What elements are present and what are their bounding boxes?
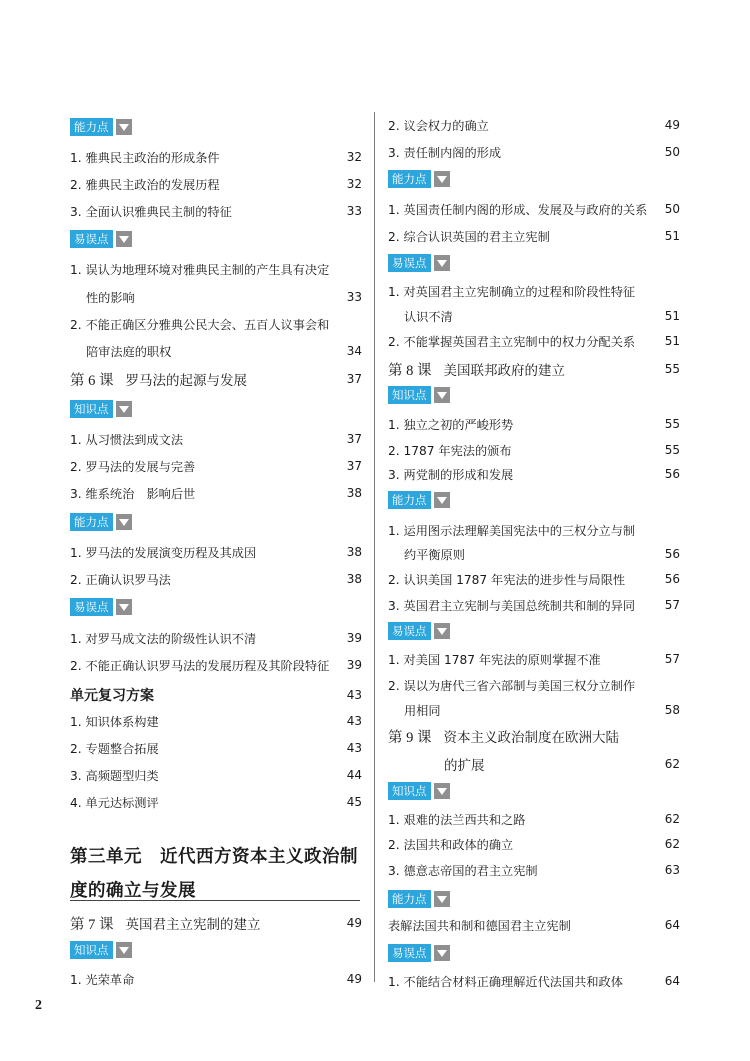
lesson-heading: [70, 910, 362, 936]
toc-entry: [388, 225, 680, 247]
page-ref: 55: [664, 362, 680, 376]
section-badge: [388, 170, 680, 188]
lesson-title: 罗马法的起源与发展: [125, 372, 247, 389]
entry-label: 1. 从习惯法到成文法: [70, 432, 184, 447]
page-ref: 45: [346, 795, 362, 809]
toc-entry: [388, 859, 680, 881]
toc-entry: [388, 543, 680, 565]
section-badge: [70, 230, 362, 248]
section-badge: [70, 118, 362, 136]
toc-entry: [70, 710, 362, 732]
chevron-down-icon: [116, 231, 132, 247]
entry-label: 3. 全面认识雅典民主制的特征: [70, 204, 232, 219]
lesson-title: 资本主义政治制度在欧洲大陆: [443, 729, 619, 746]
page-ref: 38: [346, 545, 362, 559]
entry-label: 3. 高频题型归类: [70, 768, 159, 783]
page-ref: 64: [664, 974, 680, 988]
section-badge: [70, 513, 362, 531]
page-ref: 51: [664, 334, 680, 348]
section-badge: [70, 598, 362, 616]
toc-entry: [388, 970, 680, 992]
lesson-title: 美国联邦政府的建立: [443, 362, 565, 379]
toc-entry: [70, 968, 362, 990]
page-ref: 50: [664, 145, 680, 159]
page-ref: 39: [346, 631, 362, 645]
page-ref: 62: [664, 837, 680, 851]
toc-entry: [70, 428, 362, 450]
unit-heading: [70, 840, 362, 870]
toc-entry: [388, 114, 680, 136]
entry-label: 约平衡原则: [404, 547, 465, 562]
chevron-down-icon: [434, 255, 450, 271]
entry-label: 表解法国共和制和德国君主立宪制: [388, 918, 571, 933]
page-ref: 57: [664, 598, 680, 612]
toc-entry: [388, 413, 680, 435]
page-ref: 39: [346, 658, 362, 672]
toc-entry: [70, 791, 362, 813]
page-ref: 32: [346, 150, 362, 164]
toc-entry: [388, 568, 680, 590]
lesson-title: 的扩展: [444, 758, 485, 774]
page-ref: 62: [664, 812, 680, 826]
lesson-heading: [388, 356, 680, 382]
page-ref: 43: [346, 741, 362, 755]
page-ref: 37: [346, 432, 362, 446]
chevron-down-icon: [434, 623, 450, 639]
lesson-heading: [388, 723, 680, 749]
page-ref: 34: [346, 344, 362, 358]
toc-entry: [388, 280, 680, 302]
toc-entry: [70, 286, 362, 308]
page-ref: 32: [346, 177, 362, 191]
entry-label: 2. 不能正确区分雅典公民大会、五百人议事会和: [70, 317, 330, 332]
entry-label: 3. 维系统治 影响后世: [70, 486, 196, 501]
badge-label: 能力点: [388, 491, 431, 509]
entry-label: 1. 运用图示法理解美国宪法中的三权分立与制: [388, 523, 636, 538]
badge-label: 知识点: [388, 386, 431, 404]
entry-label: 认识不清: [404, 309, 453, 324]
toc-entry: [388, 808, 680, 830]
entry-label: 4. 单元达标测评: [70, 795, 159, 810]
page-ref: 64: [664, 918, 680, 932]
toc-entry: [388, 833, 680, 855]
chevron-down-icon: [434, 171, 450, 187]
page-ref: 44: [346, 768, 362, 782]
page-ref: 55: [664, 417, 680, 431]
toc-entry: [388, 439, 680, 461]
toc-entry: [388, 674, 680, 696]
badge-label: 知识点: [388, 782, 431, 800]
lesson-number: 第 9 课: [388, 729, 432, 746]
page-ref: 57: [664, 652, 680, 666]
toc-entry: [70, 313, 362, 335]
entry-label: 2. 法国共和政体的确立: [388, 837, 514, 852]
toc-entry: [70, 258, 362, 280]
entry-label: 1. 独立之初的严峻形势: [388, 417, 514, 432]
badge-label: 易误点: [388, 254, 431, 272]
section-badge: [388, 782, 680, 800]
badge-label: 易误点: [70, 598, 113, 616]
entry-label: 3. 德意志帝国的君主立宪制: [388, 863, 538, 878]
chevron-down-icon: [434, 891, 450, 907]
entry-label: 1. 英国责任制内阁的形成、发展及与政府的关系: [388, 202, 648, 217]
column-divider: [374, 112, 375, 982]
page-ref: 50: [664, 202, 680, 216]
toc-entry: [388, 463, 680, 485]
page-ref: 58: [664, 703, 680, 717]
toc-entry: [70, 200, 362, 222]
entry-label: 2. 正确认识罗马法: [70, 572, 171, 587]
toc-entry: [388, 519, 680, 541]
toc-entry: [388, 594, 680, 616]
entry-label: 1. 不能结合材料正确理解近代法国共和政体: [388, 974, 623, 989]
entry-label: 2. 议会权力的确立: [388, 118, 489, 133]
page-ref: 43: [346, 688, 362, 702]
chevron-down-icon: [434, 783, 450, 799]
section-badge: [70, 400, 362, 418]
entry-label: 3. 英国君主立宪制与美国总统制共和制的异同: [388, 598, 636, 613]
toc-entry: [388, 648, 680, 670]
page-ref: 38: [346, 486, 362, 500]
badge-label: 知识点: [70, 400, 113, 418]
toc-entry: [70, 541, 362, 563]
toc-entry: [70, 654, 362, 676]
page-ref: 62: [664, 757, 680, 771]
badge-label: 易误点: [70, 230, 113, 248]
lesson-heading: [70, 366, 362, 392]
entry-label: 2. 不能正确认识罗马法的发展历程及其阶段特征: [70, 658, 330, 673]
page-ref: 63: [664, 863, 680, 877]
chevron-down-icon: [434, 945, 450, 961]
unit-heading-rule: [70, 900, 360, 901]
toc-entry: [70, 627, 362, 649]
entry-label: 1. 知识体系构建: [70, 714, 159, 729]
toc-entry: [70, 482, 362, 504]
page-ref: 51: [664, 229, 680, 243]
toc-entry: [70, 737, 362, 759]
entry-label: 3. 责任制内阁的形成: [388, 145, 502, 160]
entry-label: 2. 雅典民主政治的发展历程: [70, 177, 220, 192]
entry-label: 1. 对美国 1787 年宪法的原则掌握不准: [388, 652, 601, 667]
lesson-number: 第 6 课: [70, 372, 114, 389]
entry-label: 2. 不能掌握英国君主立宪制中的权力分配关系: [388, 334, 636, 349]
toc-entry: [70, 146, 362, 168]
badge-label: 知识点: [70, 941, 113, 959]
toc-entry: [70, 455, 362, 477]
page-ref: 38: [346, 572, 362, 586]
toc-entry: [70, 173, 362, 195]
section-badge: [388, 254, 680, 272]
chevron-down-icon: [116, 942, 132, 958]
toc-entry: [388, 305, 680, 327]
badge-label: 能力点: [388, 890, 431, 908]
unit-title: 度的确立与发展: [70, 880, 196, 901]
entry-label: 用相同: [404, 703, 441, 718]
chevron-down-icon: [116, 599, 132, 615]
page-ref: 56: [664, 547, 680, 561]
toc-entry: [70, 340, 362, 362]
chevron-down-icon: [116, 514, 132, 530]
chevron-down-icon: [434, 492, 450, 508]
page-number: 2: [35, 998, 42, 1013]
page-ref: 56: [664, 467, 680, 481]
page-ref: 49: [346, 972, 362, 986]
entry-label: 2. 认识美国 1787 年宪法的进步性与局限性: [388, 572, 626, 587]
badge-label: 能力点: [70, 513, 113, 531]
toc-entry: [70, 764, 362, 786]
lesson-number: 第 7 课: [70, 916, 114, 933]
page-ref: 56: [664, 572, 680, 586]
entry-label: 1. 对罗马成文法的阶级性认识不清: [70, 631, 257, 646]
toc-entry: [388, 914, 680, 936]
section-badge: [388, 890, 680, 908]
review-heading: [70, 682, 362, 708]
entry-label: 1. 罗马法的发展演变历程及其成因: [70, 545, 257, 560]
page-ref: 55: [664, 443, 680, 457]
chevron-down-icon: [116, 401, 132, 417]
page-ref: 37: [346, 372, 362, 386]
entry-label: 3. 两党制的形成和发展: [388, 467, 514, 482]
page-ref: 49: [346, 916, 362, 930]
badge-label: 能力点: [70, 118, 113, 136]
entry-label: 1. 误认为地理环境对雅典民主制的产生具有决定: [70, 262, 330, 277]
section-badge: [388, 386, 680, 404]
entry-label: 1. 光荣革命: [70, 972, 135, 987]
toc-entry: [388, 141, 680, 163]
lesson-title: 英国君主立宪制的建立: [125, 916, 261, 933]
unit-title: 第三单元 近代西方资本主义政治制: [70, 846, 358, 867]
toc-entry: [388, 198, 680, 220]
entry-label: 2. 1787 年宪法的颁布: [388, 443, 512, 458]
lesson-number: 第 8 课: [388, 362, 432, 379]
entry-label: 2. 罗马法的发展与完善: [70, 459, 196, 474]
toc-entry: [70, 568, 362, 590]
section-badge: [388, 944, 680, 962]
section-badge: [70, 941, 362, 959]
entry-label: 陪审法庭的职权: [86, 344, 172, 359]
page-ref: 33: [346, 204, 362, 218]
badge-label: 能力点: [388, 170, 431, 188]
entry-label: 1. 对英国君主立宪制确立的过程和阶段性特征: [388, 284, 636, 299]
entry-label: 性的影响: [86, 290, 135, 305]
entry-label: 2. 综合认识英国的君主立宪制: [388, 229, 550, 244]
page-ref: 51: [664, 309, 680, 323]
entry-label: 2. 专题整合拓展: [70, 741, 159, 756]
page-ref: 37: [346, 459, 362, 473]
section-badge: [388, 622, 680, 640]
chevron-down-icon: [116, 119, 132, 135]
badge-label: 易误点: [388, 622, 431, 640]
entry-label: 2. 误以为唐代三省六部制与美国三权分立制作: [388, 678, 636, 693]
lesson-heading: [388, 751, 680, 777]
toc-entry: [388, 699, 680, 721]
toc-entry: [388, 330, 680, 352]
entry-label: 1. 艰难的法兰西共和之路: [388, 812, 526, 827]
section-badge: [388, 491, 680, 509]
page-ref: 49: [664, 118, 680, 132]
page-ref: 33: [346, 290, 362, 304]
entry-label: 单元复习方案: [70, 688, 154, 704]
chevron-down-icon: [434, 387, 450, 403]
badge-label: 易误点: [388, 944, 431, 962]
page-ref: 43: [346, 714, 362, 728]
entry-label: 1. 雅典民主政治的形成条件: [70, 150, 220, 165]
